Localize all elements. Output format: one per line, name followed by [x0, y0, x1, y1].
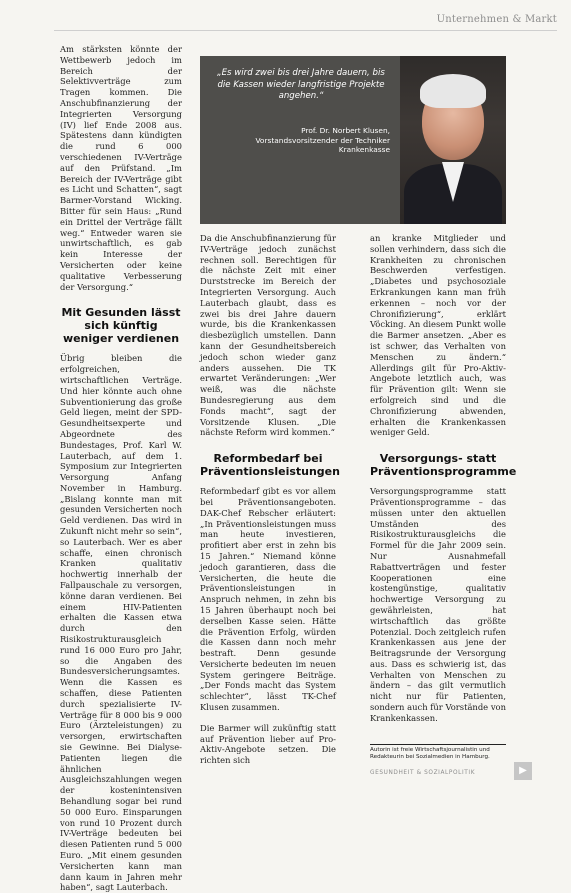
col2-paragraph-1: Da die Anschubfinanzierung für IV-Verträge jedoch zunächst rechnen soll. Berechtigen für die nächste Zeit mit einer Durststrecke im Bereich der Integrierten Versorgung. Auch Lauterbach glaubt, dass es zwei bis drei Jahre dauern wurde, bis die Krankenkassen diesbezüglich umstellen. Dann kann der Gesundheitsbereich jedoch schon wieder ganz anders aussehen. Die TK erwartet Veränderungen: „Wer weiß, was die nächste Bundesregierung aus dem Fonds macht“, sagt der Vorsitzende Klusen. „Die nächste Reform wird kommen.“ — [200, 233, 336, 438]
pull-quote: „Es wird zwei bis drei Jahre dauern, bis die Kassen wieder langfristige Projekte angehen.“ — [217, 68, 385, 101]
col3-paragraph-1: an kranke Mitglieder und sollen verhindern, dass sich die Krankheiten zu chronischen Beschwerden verfestigen. „Diabetes und psychosoziale Erkrankungen kann man früh erkennen – noch vor der Chronifizierung“, erklärt Vöcking. An diesem Punkt wolle die Barmer ansetzen. „Aber es ist schwer, das Verhalten von Menschen zu ändern.“ Allerdings gilt für Pro-Aktiv-Angebote letztlich auch, was für Prävention gilt: Wenn sie erfolgreich sind und die Chronifizierung abwenden, erhalten die Krankenkassen weniger Geld. — [370, 233, 506, 438]
footer-text: GESUNDHEIT & SOZIALPOLITIK — [370, 770, 476, 776]
author-caption: Autorin ist freie Wirtschaftsjournalistin und Redakteurin bei Sozialmedien in Hamburg. — [370, 744, 506, 761]
col2-paragraph-2: Reformbedarf gibt es vor allem bei Präventionsangeboten. DAK-Chef Rebscher erläutert: „In Präventionsleistungen muss man heute investieren, profitiert aber erst in zehn bis 15 Jahren.“ Niemand könne jedoch garantieren, dass die Versicherten, die heute die Präventionsleistungen in Anspruch nehmen, in zehn bis 15 Jahren überhaupt noch bei derselben Kasse seien. Hätte die Prävention Erfolg, würden die Kassen dann noch mehr bestraft. Denn gesunde Versicherte bedeuten im neuen System geringere Beiträge. „Der Fonds macht das System schlechter“, lässt TK-Chef Klusen zusammen. — [200, 486, 336, 713]
quote-panel — [200, 56, 400, 224]
col1-paragraph-2: Übrig bleiben die erfolgreichen, wirtschaftlichen Verträge. Und hier könnte auch ohne Subventionierung das große Geld liegen, meint der SPD-Gesundheitsexperte und Abgeordnete des Bundestages, Prof. Karl W. Lauterbach, auf dem 1. Symposium zur Integrierten Versorgung Anfang November in Hamburg. „Bislang konnte man mit gesunden Versicherten noch Geld verdienen. Das wird in Zukunft nicht mehr so sein“, so Lauterbach. Wer es aber schaffe, einen chronisch Kranken qualitativ hochwertig innerhalb der Fallpauschale zu versorgen, könne daran verdienen. Bei einem HIV-Patienten erhalten die Kassen etwa durch den Risikostrukturausgleich rund 16 000 Euro pro Jahr, so die Angaben des Bundesversicherungsamtes. Wenn die Kassen es schaffen, diese Patienten durch spezialisierte IV-Verträge für 8 000 bis 9 000 Euro (Ärzteleistungen) zu versorgen, erwirtschaften sie Gewinne. Bei Dialyse-Patienten liegen die ähnlichen Ausgleichszahlungen wegen der kostenintensiven Behandlung sogar bei rund 50 000 Euro. Einsparungen von rund 10 Prozent durch IV-Verträge bedeuten bei diesen Patienten rund 5 000 Euro. „Mit einem gesunden Versicherten kann man dann kaum in Jahren mehr haben“, sagt Lauterbach. — [60, 353, 182, 893]
column-2 — [200, 233, 340, 766]
portrait-hair — [420, 74, 486, 108]
quote-author-role: Vorstandsvorsitzender der Techniker Krankenkasse — [255, 135, 390, 155]
col3-subheading: Versorgungs- statt Präventionsprogramme — [370, 452, 517, 479]
page-marker: ▶ — [514, 762, 532, 780]
quote-attribution — [212, 126, 390, 155]
col1-subheading: Mit Gesunden lässt sich künftig weniger verdienen — [61, 306, 181, 346]
col3-paragraph-2: Versorgungsprogramme statt Präventionsprogramme – das müssen unter den aktuellen Umständen des Risikostrukturausgleichs die Formel für die Jahr 2009 sein. Nur Ausnahmefall Rabattverträgen und fester Kooperationen eine kostengünstige, qualitativ hochwertige Versorgung zu gewährleisten, hat wirtschaftlich das größte Potenzial. Doch zeitgleich rufen Krankenkassen aus jene der Beitragsrunde der Versorgung aus. Dass es schwierig ist, das Verhalten von Menschen zu ändern – das gilt vermutlich nicht nur für Patienten, sondern auch für Vorstände von Krankenkassen. — [370, 486, 506, 723]
header-rule — [54, 30, 557, 31]
col2-subheading: Reformbedarf bei Präventionsleistungen — [200, 452, 340, 479]
column-3 — [370, 233, 517, 724]
col2-paragraph-3: Die Barmer will zukünftig statt auf Prävention lieber auf Pro-Aktiv-Angebote setzen. Die richten sich — [200, 722, 336, 766]
section-title: Unternehmen & Markt — [436, 14, 557, 25]
column-1 — [60, 44, 182, 893]
quote-box — [200, 56, 506, 224]
portrait-photo — [400, 56, 506, 224]
col1-paragraph-1: Am stärksten könnte der Wettbewerb jedoch im Bereich der Selektivverträge zum Tragen kommen. Die Anschubfinanzierung der Integrierten Versorgung (IV) lief Ende 2008 aus. Spätestens dann kündigten die rund 6 000 verschiedenen IV-Verträge auf den Prüfstand. „Im Bereich der IV-Verträge gibt es Licht und Schatten“, sagt Barmer-Vorstand Wicking. Bitter für sein Haus: „Rund ein Drittel der Verträge fällt weg.“ Entweder waren sie unwirtschaftlich, es gab kein Interesse der Versicherten oder keine qualitative Verbesserung der Versorgung.“ — [60, 44, 182, 292]
quote-author-name: Prof. Dr. Norbert Klusen, — [301, 126, 390, 135]
